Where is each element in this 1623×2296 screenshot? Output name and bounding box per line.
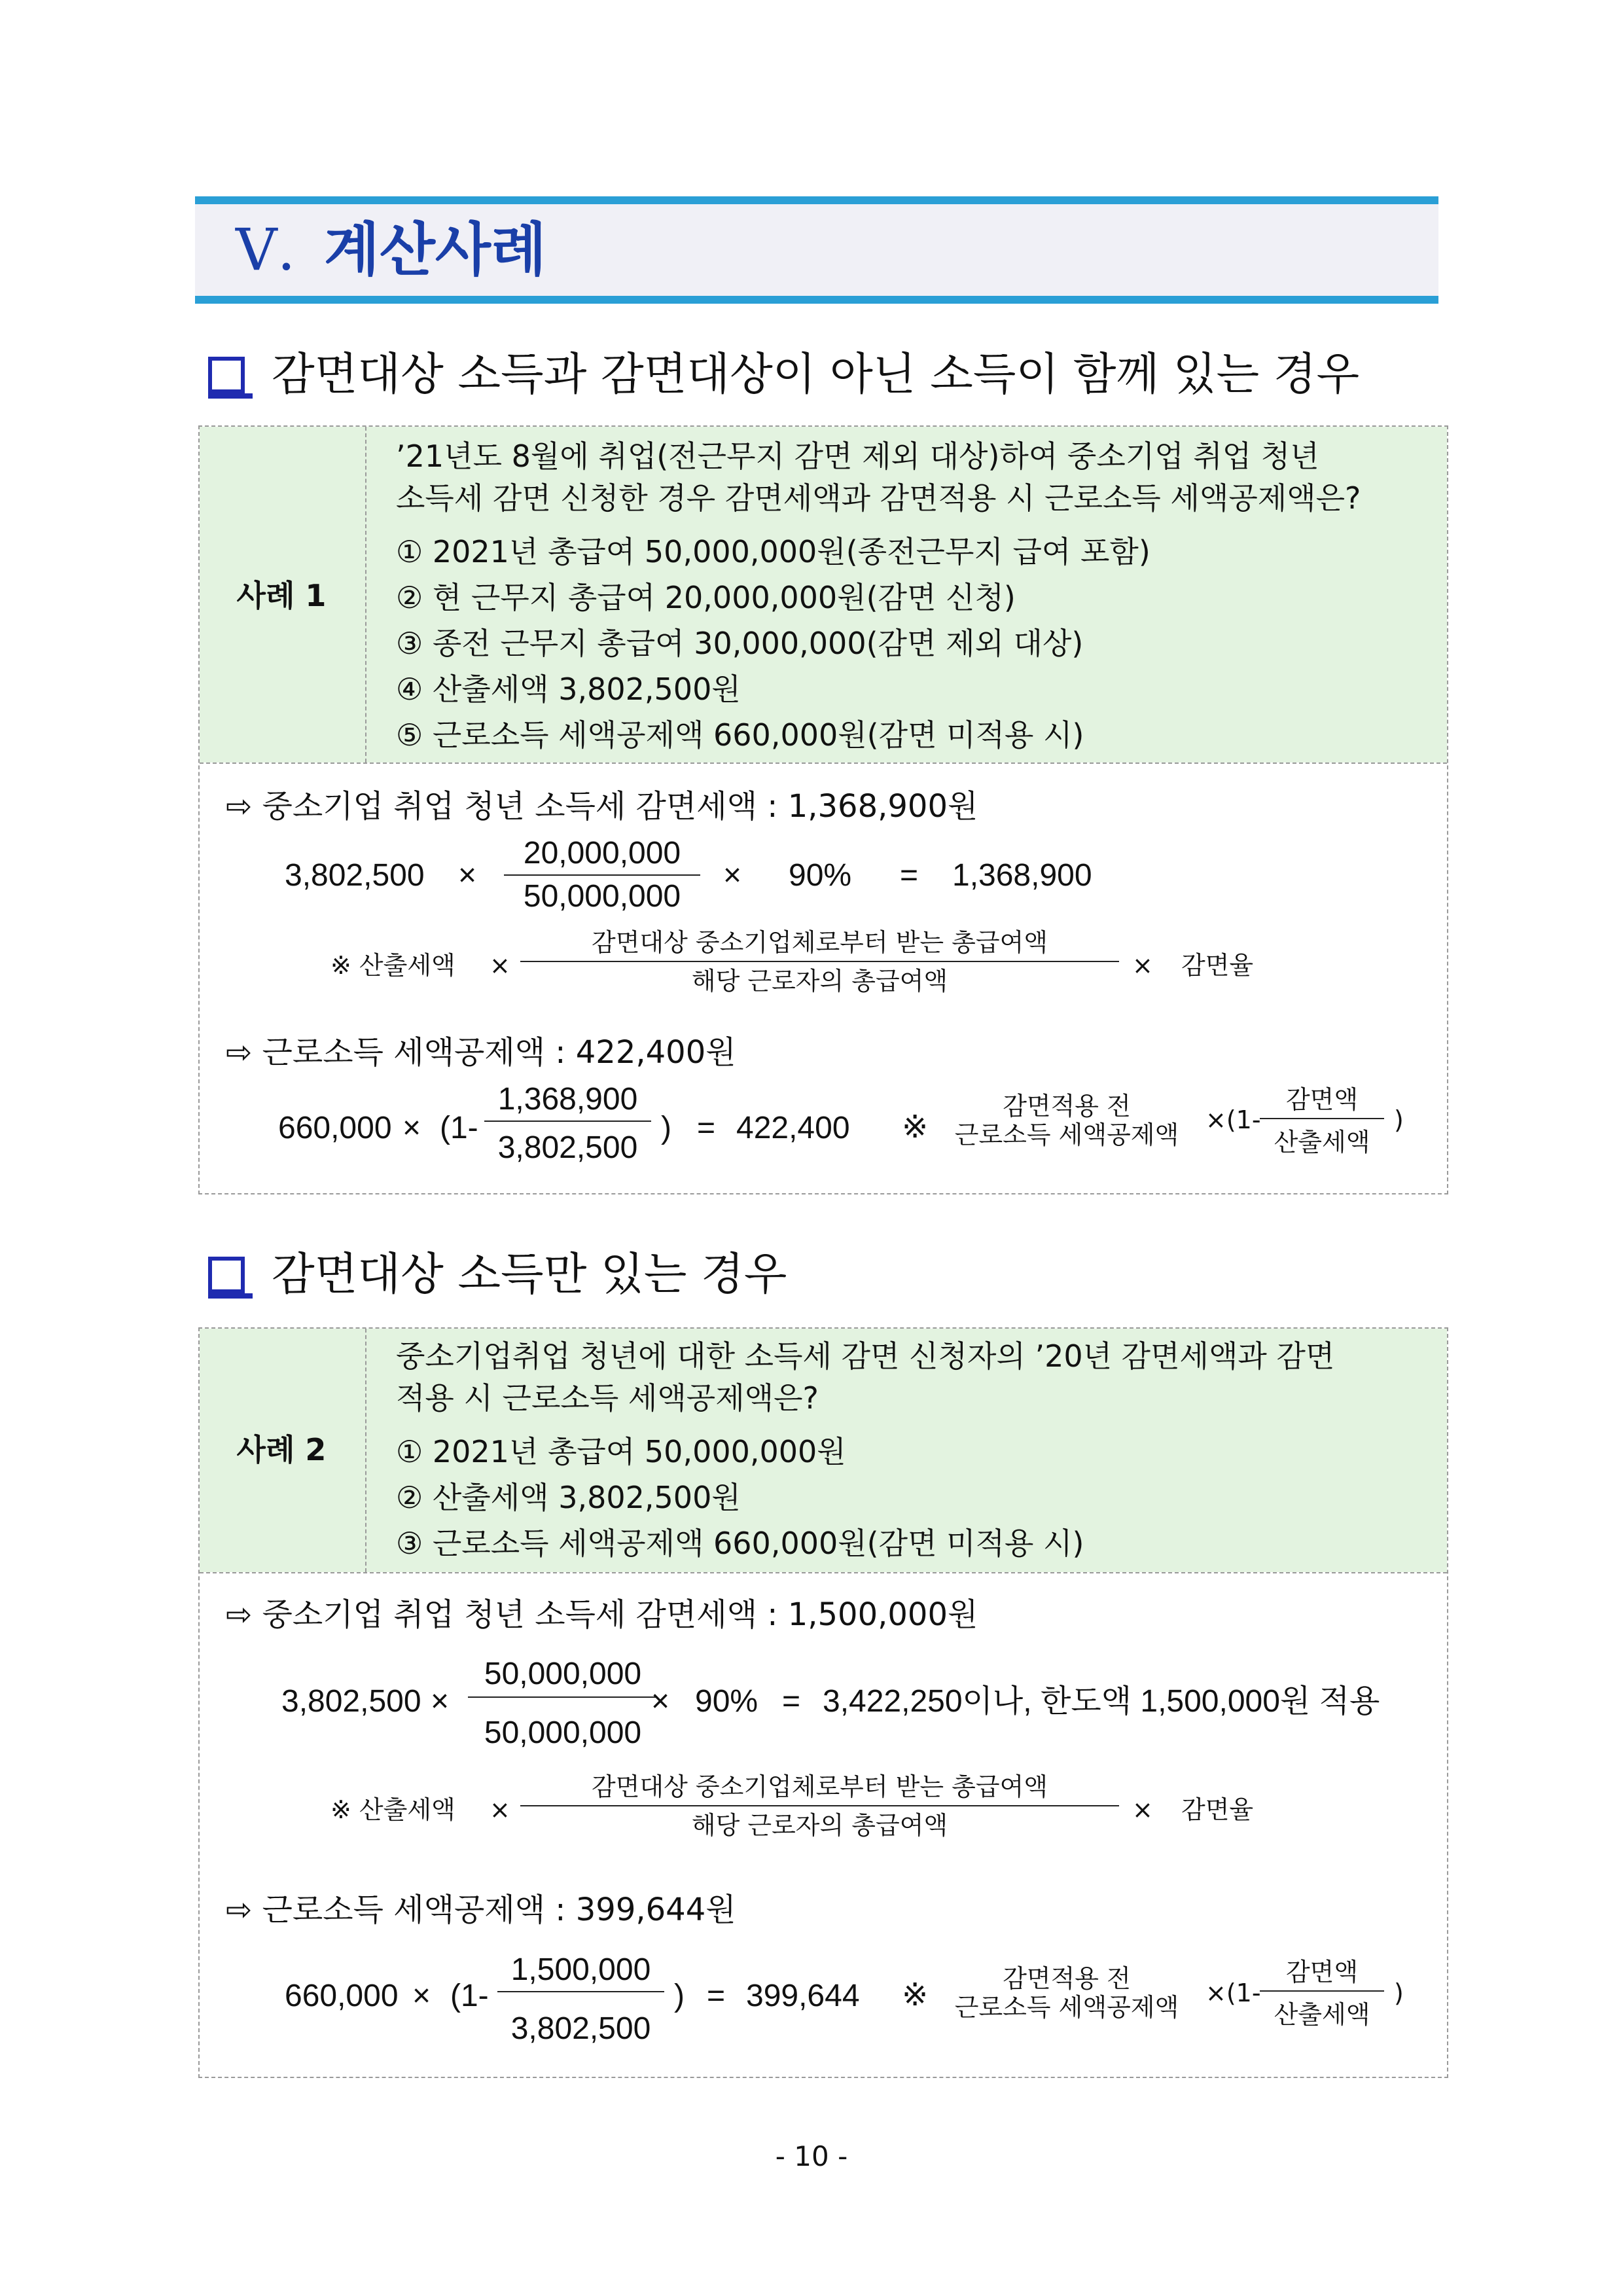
- header-bar-top: [195, 196, 1438, 204]
- calc-operator: =: [900, 858, 919, 893]
- fraction-numerator: 20,000,000: [523, 836, 681, 870]
- header-bar-bottom: [195, 296, 1438, 304]
- calc-operator: =: [697, 1111, 716, 1145]
- divider: [200, 1572, 1447, 1573]
- note-label: ※ 산출세액: [330, 1795, 455, 1824]
- case-item: ② 산출세액 3,802,500원: [396, 1480, 741, 1515]
- fraction-denominator: 3,802,500: [510, 2011, 651, 2046]
- note-mark: ※: [902, 1977, 929, 2013]
- calc-operator: ×: [412, 1979, 431, 2013]
- note-tail: 감면율: [1181, 1795, 1254, 1824]
- chapter-number: Ⅴ.: [236, 216, 296, 283]
- section-heading-1: 감면대상 소득과 감면대상이 아닌 소득이 함께 있는 경우: [272, 349, 1360, 401]
- fraction-denominator: 50,000,000: [523, 879, 681, 914]
- calc-operator: ×: [1132, 1795, 1153, 1824]
- calc-paren: ): [661, 1111, 671, 1145]
- calc-rate: 90%: [789, 858, 852, 893]
- fraction-numerator: 감면액: [1285, 1958, 1359, 1986]
- calc-operator: ×: [651, 1684, 670, 1719]
- case-item: ④ 산출세액 3,802,500원: [396, 672, 741, 707]
- fraction-denominator: 50,000,000: [484, 1715, 642, 1750]
- fraction-bar: [1260, 1118, 1384, 1119]
- case-label-1: 사례 1: [236, 578, 327, 613]
- calc-operator: ×: [431, 1684, 450, 1719]
- fraction-denominator: 산출세액: [1274, 2000, 1370, 2029]
- note-label: ※ 산출세액: [330, 951, 455, 980]
- calc-value: 3,802,500: [281, 1684, 421, 1719]
- calc-operator: ×(1-: [1205, 1105, 1261, 1134]
- calc-value: 660,000: [278, 1111, 392, 1145]
- note-line: 근로소득 세액공제액: [954, 1121, 1179, 1149]
- fraction-numerator: 1,368,900: [497, 1082, 638, 1117]
- note-line: 근로소득 세액공제액: [954, 1993, 1179, 2022]
- fraction-bar: [504, 874, 700, 876]
- page-number: - 10 -: [775, 2140, 848, 2172]
- fraction-denominator: 해당 근로자의 총급여액: [691, 1811, 948, 1840]
- result-line: ⇨ 중소기업 취업 청년 소득세 감면세액 : 1,500,000원: [226, 1596, 978, 1633]
- case-item: ⑤ 근로소득 세액공제액 660,000원(감면 미적용 시): [396, 717, 1084, 753]
- calc-result: 3,422,250이나, 한도액 1,500,000원 적용: [823, 1684, 1380, 1719]
- fraction-denominator: 산출세액: [1274, 1128, 1370, 1157]
- fraction-bar: [468, 1696, 658, 1698]
- divider: [365, 427, 366, 762]
- case-item: ③ 종전 근무지 총급여 30,000,000(감면 제외 대상): [396, 626, 1084, 661]
- fraction-bar: [497, 1991, 664, 1992]
- calc-paren: ): [1394, 1105, 1404, 1134]
- fraction-numerator: 1,500,000: [510, 1952, 651, 1987]
- calc-operator: ×: [490, 1795, 510, 1824]
- result-line: ⇨ 중소기업 취업 청년 소득세 감면세액 : 1,368,900원: [226, 788, 978, 825]
- calc-result: 1,368,900: [952, 858, 1092, 893]
- checkbox-square-icon: [208, 357, 245, 393]
- result-line: ⇨ 근로소득 세액공제액 : 422,400원: [226, 1034, 736, 1071]
- fraction-numerator: 감면대상 중소기업체로부터 받는 총급여액: [592, 928, 1048, 957]
- case-question-line: 적용 시 근로소득 세액공제액은?: [396, 1380, 819, 1416]
- case-question-line: 중소기업취업 청년에 대한 소득세 감면 신청자의 ’20년 감면세액과 감면: [396, 1338, 1335, 1374]
- note-mark: ※: [902, 1109, 929, 1145]
- case-item: ① 2021년 총급여 50,000,000원: [396, 1434, 846, 1469]
- divider: [365, 1329, 366, 1572]
- calc-paren: (1-: [450, 1979, 489, 2013]
- fraction-numerator: 감면대상 중소기업체로부터 받는 총급여액: [592, 1772, 1048, 1801]
- fraction-bar: [520, 1805, 1119, 1806]
- calc-paren: ): [674, 1979, 685, 2013]
- fraction-denominator: 3,802,500: [497, 1130, 638, 1165]
- calc-operator: ×(1-: [1205, 1979, 1261, 2007]
- fraction-bar: [1260, 1990, 1384, 1992]
- result-line: ⇨ 근로소득 세액공제액 : 399,644원: [226, 1892, 736, 1928]
- divider: [200, 762, 1447, 764]
- case-item: ① 2021년 총급여 50,000,000원(종전근무지 급여 포함): [396, 534, 1150, 569]
- calc-result: 399,644: [746, 1979, 860, 2013]
- calc-result: 422,400: [736, 1111, 850, 1145]
- case-question-line: ’21년도 8월에 취업(전근무지 감면 제외 대상)하여 중소기업 취업 청년: [396, 439, 1319, 474]
- calc-operator: =: [782, 1684, 801, 1719]
- calc-value: 3,802,500: [285, 858, 425, 893]
- calc-operator: ×: [490, 951, 510, 980]
- calc-paren: ): [1394, 1979, 1404, 2007]
- calc-operator: ×: [723, 858, 742, 893]
- fraction-numerator: 50,000,000: [484, 1657, 642, 1691]
- calc-rate: 90%: [695, 1684, 758, 1719]
- fraction-bar: [484, 1121, 651, 1122]
- note-line: 감면적용 전: [1003, 1964, 1131, 1993]
- case-label-2: 사례 2: [236, 1432, 327, 1467]
- calc-operator: =: [707, 1979, 726, 2013]
- fraction-denominator: 해당 근로자의 총급여액: [691, 967, 948, 996]
- note-line: 감면적용 전: [1003, 1092, 1131, 1121]
- calc-operator: ×: [458, 858, 477, 893]
- section-heading-2: 감면대상 소득만 있는 경우: [272, 1249, 787, 1300]
- case-item: ③ 근로소득 세액공제액 660,000원(감면 미적용 시): [396, 1526, 1084, 1561]
- checkbox-square-icon: [208, 1257, 245, 1293]
- fraction-numerator: 감면액: [1285, 1085, 1359, 1114]
- fraction-bar: [520, 961, 1119, 962]
- calc-operator: ×: [402, 1111, 421, 1145]
- chapter-title: 계산사례: [324, 216, 547, 283]
- note-tail: 감면율: [1181, 951, 1254, 980]
- case-item: ② 현 근무지 총급여 20,000,000원(감면 신청): [396, 580, 1016, 615]
- calc-paren: (1-: [440, 1111, 478, 1145]
- calc-operator: ×: [1132, 951, 1153, 980]
- calc-value: 660,000: [285, 1979, 399, 2013]
- case-question-line: 소득세 감면 신청한 경우 감면세액과 감면적용 시 근로소득 세액공제액은?: [396, 480, 1361, 516]
